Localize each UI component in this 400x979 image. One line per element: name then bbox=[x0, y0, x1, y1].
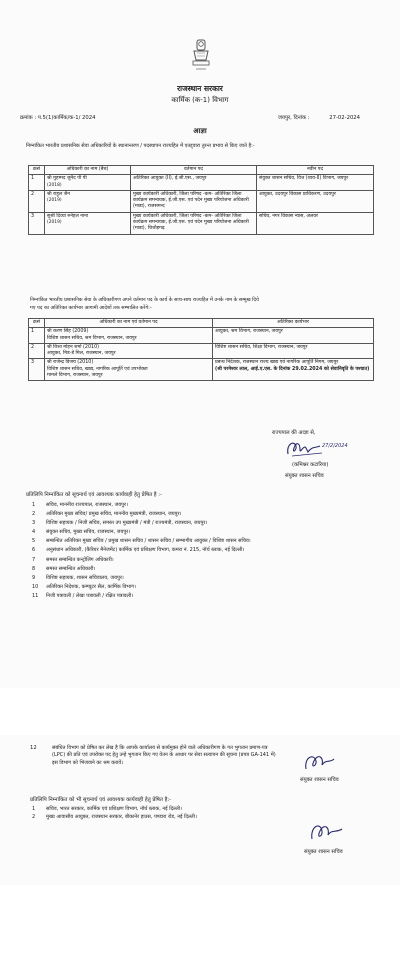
officer-batch: (2019) bbox=[47, 198, 62, 204]
signature-icon bbox=[300, 749, 350, 775]
list-item: 9 विशिष्ट सहायक, शासन सचिवालय, जयपुर। bbox=[32, 574, 124, 581]
additional-charge-intro-1: निम्नांकित भारतीय प्रशासनिक सेवा के अधिकारीगण अपने वर्तमान पद के कार्य के साथ-साथ राज्यहित में उनके नाम के सम्मुख दिये bbox=[30, 297, 259, 303]
list-item: 1 सचिव, भारत सरकार, कार्मिक एवं प्रशिक्षण विभाग, नॉर्थ ब्लाक, नई दिल्ली। bbox=[32, 806, 182, 812]
current-post: मुख्य कार्यकारी अधिकारी, जिला परिषद -कम- अतिरिक्त जिला कार्यक्रम समन्वयक, ई.जी.एस. एवं पदेन मुख्य परियोजना अधिकारी (माडा), चित्तौड़गढ़ bbox=[131, 212, 257, 234]
copy-list-2 bbox=[32, 805, 197, 821]
by-order-line: राज्यपाल की आज्ञा से, bbox=[272, 430, 316, 436]
item-12-text: संबंधित विभाग को प्रेषित कर लेख है कि आपके कार्यालय से कार्यमुक्त होने वाले अधिकारीगण के गत भुगतान प्रमाण-पत्र (LPC) की प्रति एवं उपरोक्त पद हेतु उन्हे भुगतान किए गए वेतन के आधार पर सेवा सत्यापन की सूचना (प्रपत्र GA-141 में) इस विभाग को भिजवाने का श्रम करावें। bbox=[52, 745, 276, 766]
list-item: 10 अतिरिक्त निदेशक, कम्प्यूटर सैल, कार्मिक विभाग। bbox=[32, 583, 136, 590]
col-officer-current: अधिकारी का नाम एवं वर्तमान पद bbox=[45, 319, 213, 328]
order-date: 27-02-2024 bbox=[329, 115, 361, 121]
additional-charge: आयुक्त, श्रम विभाग, राजस्थान, जयपुर bbox=[213, 328, 374, 344]
signature-date: 27/2/2024 bbox=[322, 443, 348, 449]
additional-charge-cell bbox=[213, 359, 374, 381]
table-row bbox=[29, 212, 374, 234]
list-item: 1 सचिव, माननीय राज्यपाल, राजस्थान, जयपुर। bbox=[32, 502, 128, 508]
list-item: 7 समस्त सम्बन्धित कन्ट्रोलिंग अधिकारी। bbox=[32, 556, 114, 563]
additional-charge: प्रबन्ध निदेशक, राजस्थान राज्य खाद्य एवं नागरिक आपूर्ति निगम, जयपुर bbox=[215, 360, 339, 366]
officer-name: श्री मुहम्मद जुनैद पी पी bbox=[47, 176, 87, 182]
officer-name: श्री विश्व मोहन शर्मा (2010) bbox=[47, 344, 99, 350]
officer-current-post-cont: मामले विभाग, राजस्थान, जयपुर bbox=[47, 373, 103, 379]
row-sn: 2 bbox=[29, 343, 45, 359]
order-page-2 bbox=[0, 735, 400, 885]
officer-cell bbox=[45, 328, 213, 344]
transfer-table bbox=[28, 165, 374, 235]
officer-cell bbox=[45, 190, 131, 212]
signatory-name: (कमिश्नर कटारिया) bbox=[292, 462, 329, 468]
list-item: 4 संयुक्त सचिव, मुख्य सचिव, राजस्थान, जयपुर। bbox=[32, 529, 131, 536]
place-date bbox=[278, 113, 360, 121]
officer-cell bbox=[45, 212, 131, 234]
signature-icon bbox=[306, 817, 352, 845]
place-date-label: जयपुर, दिनांक : bbox=[278, 115, 310, 121]
additional-charge-note: (श्री परमेश्वर लाल, आई.ए.एस. के दिनांक 29.02.2024 को सेवानिवृति के पश्चात) bbox=[215, 366, 370, 372]
signatory-designation: संयुक्त शासन सचिव bbox=[285, 473, 324, 479]
officer-current-post: विशिष्ट शासन सचिव, खाद्य, नागरिक आपूर्ति एवं उपभोक्ता bbox=[47, 366, 148, 372]
row-sn: 1 bbox=[29, 175, 45, 191]
col-sn: क्रसं bbox=[29, 166, 45, 175]
table-row bbox=[29, 343, 374, 359]
additional-charge: विशिष्ट शासन सचिव, शिक्षा विभाग, राजस्थान, जयपुर bbox=[213, 343, 374, 359]
table-row bbox=[29, 190, 374, 212]
new-post: सचिव, नगर विकास न्यास, अलवर bbox=[257, 212, 374, 234]
officer-name: श्री करण सिंह (2009) bbox=[47, 329, 89, 335]
government-title: राजस्थान सरकार bbox=[177, 84, 223, 93]
list-item: 2 अतिरिक्त मुख्य सचिव/ प्रमुख सचिव, माननीय मुख्यमंत्री, राजस्थान, जयपुर। bbox=[32, 511, 182, 518]
col-additional-charge: अतिरिक्त कार्यभार bbox=[213, 319, 374, 328]
row-sn: 2 bbox=[29, 190, 45, 212]
officer-cell bbox=[45, 175, 131, 191]
row-sn: 3 bbox=[29, 212, 45, 234]
table-row bbox=[29, 175, 374, 191]
col-new-post: नवीन पद bbox=[257, 166, 374, 175]
copy-intro-2: प्रतिलिपि निम्नांकित को भी सूचनार्थ एवं आवश्यक कार्यवाही हेतु प्रेषित है:- bbox=[30, 797, 172, 803]
department-title: कार्मिक (क-1) विभाग bbox=[171, 96, 229, 104]
officer-name: सुश्री दिव्या रुनेहल नाना bbox=[47, 213, 89, 219]
col-current-post: वर्तमान पद bbox=[131, 166, 257, 175]
officer-cell bbox=[45, 343, 213, 359]
transfer-table-header bbox=[29, 166, 374, 175]
col-sn: क्रसं bbox=[29, 319, 45, 328]
list-item: 2 मुख्य आवासीय आयुक्त, राजस्थान सरकार, बीकानेर हाउस, पण्डारा रोड, नई दिल्ली। bbox=[32, 814, 197, 821]
current-post: मुख्य कार्यकारी अधिकारी, जिला परिषद -कम- अतिरिक्त जिला कार्यक्रम समन्वयक, ई.जी.एस. एवं पदेन मुख्य परियोजना अधिकारी (माडा), राजसमन्द bbox=[131, 190, 257, 212]
kramank-label: क्रमांक bbox=[20, 115, 33, 121]
order-heading: आज्ञा bbox=[193, 127, 207, 135]
officer-batch: (2018) bbox=[47, 182, 62, 188]
order-intro: निम्नांकित भारतीय प्रशासनिक सेवा अधिकारियों के स्थानान्तरण / पदस्थापन राज्यहित में एतद्द्वारा तुरन्त प्रभाव से किए जाते है:- bbox=[26, 143, 255, 149]
officer-current-post: विशिष्ट शासन सचिव, श्रम विभाग, राजस्थान, जयपुर bbox=[47, 335, 137, 341]
row-sn: 1 bbox=[29, 328, 45, 344]
signatory-designation-3: संयुक्त शासन सचिव bbox=[304, 849, 343, 855]
officer-name: श्री राहुल जैन bbox=[47, 191, 70, 197]
officer-batch: (2019) bbox=[47, 220, 62, 226]
signatory-designation-2: संयुक्त शासन सचिव bbox=[300, 777, 339, 783]
col-officer: अधिकारी का नाम (बैच) bbox=[45, 166, 131, 175]
item-12-number: 12 bbox=[30, 745, 37, 751]
additional-charge-intro-2: गए पद का अतिरिक्त कार्यभार आगामी आदेशों तक सम्भालित करेंगे:- bbox=[30, 305, 152, 311]
officer-name: श्री राजेन्द्र विजय (2010) bbox=[47, 360, 94, 366]
copy-list bbox=[32, 501, 251, 601]
additional-charge-header bbox=[29, 319, 374, 328]
new-post: आयुक्त, उदयपुर विकास प्राधिकरण, उदयपुर bbox=[257, 190, 374, 212]
row-sn: 3 bbox=[29, 359, 45, 381]
table-row bbox=[29, 359, 374, 381]
table-row bbox=[29, 328, 374, 344]
list-item: 5 सम्बन्धित अतिरिक्त मुख्य सचिव / प्रमुख शासन सचिव / शासन सचिव / सम्भागीय आयुक्त / विशिष्ट शासन सचिव। bbox=[32, 538, 251, 545]
kramank-value: : प.5(1)कार्मिक/क-1/ 2024 bbox=[34, 115, 96, 121]
officer-cell bbox=[45, 359, 213, 381]
list-item: 11 निजी पत्रावली / लेखा पत्रावली / रक्षित पत्रावली। bbox=[32, 592, 134, 599]
officer-current-post: आयुक्त, मिड-डे मिल, राजस्थान, जयपुर bbox=[47, 351, 116, 357]
state-emblem-icon bbox=[188, 38, 214, 74]
current-post: अतिरिक्त आयुक्त (II), ई.जी.एस., जयपुर bbox=[131, 175, 257, 191]
list-item: 6 अनुसंधान अधिकारी, (कैरियर मैनेजमेंट) कार्मिक एवं प्रशिक्षण विभाग, कमरा नं. 215, नॉर्थ ब्लाक, नई दिल्ली। bbox=[32, 547, 245, 554]
copy-intro: प्रतिलिपि निम्नांकित को सूचनार्थ एवं आवश्यक कार्यवाही हेतु प्रेषित है :- bbox=[26, 492, 162, 498]
new-post: संयुक्त शासन सचिव, वित्त (व्यय-II) विभाग, जयपुर bbox=[257, 175, 374, 191]
list-item: 8 समस्त सम्बन्धित अधिकारी। bbox=[32, 565, 96, 572]
additional-charge-table bbox=[28, 318, 374, 381]
list-item: 3 विशिष्ट सहायक / निजी सचिव, समस्त उप मुख्यमंत्री / मंत्री / राज्यमंत्री, राजस्थान, जयपुर। bbox=[32, 520, 208, 527]
